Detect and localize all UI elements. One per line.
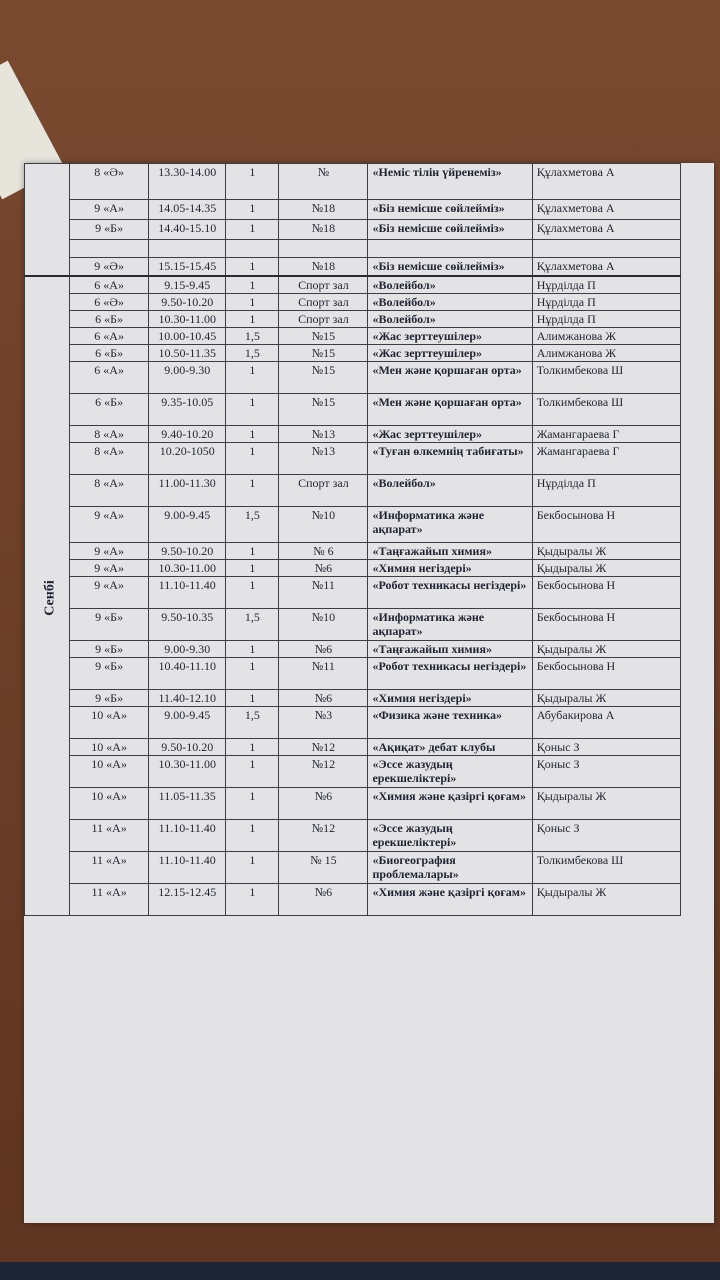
hours-cell: 1,5: [226, 706, 279, 738]
subject-cell: «Физика және техника»: [368, 706, 532, 738]
time-cell: 9.00-9.45: [149, 506, 226, 542]
subject-cell: «Таңғажайып химия»: [368, 640, 532, 657]
table-row: [25, 559, 681, 576]
table-row: [25, 393, 681, 425]
teacher-cell: [532, 240, 680, 258]
teacher-cell: Қыдыралы Ж: [532, 542, 680, 559]
hours-cell: 1: [226, 883, 279, 915]
teacher-cell: Нұрділда П: [532, 474, 680, 506]
teacher-cell: Қоныс З: [532, 738, 680, 755]
subject-cell: «Химия негіздері»: [368, 689, 532, 706]
hours-cell: 1: [226, 559, 279, 576]
class-cell: 11 «А»: [70, 851, 149, 883]
class-cell: 9 «А»: [70, 542, 149, 559]
subject-cell: «Мен және қоршаған орта»: [368, 361, 532, 393]
table-row: [25, 755, 681, 787]
teacher-cell: Абубакирова А: [532, 706, 680, 738]
room-cell: Спорт зал: [279, 276, 368, 294]
table-row: [25, 689, 681, 706]
table-row: [25, 442, 681, 474]
subject-cell: «Волейбол»: [368, 474, 532, 506]
table-row: [25, 361, 681, 393]
hours-cell: 1,5: [226, 608, 279, 640]
hours-cell: 1: [226, 851, 279, 883]
subject-cell: «Химия негіздері»: [368, 559, 532, 576]
teacher-cell: Жамангараева Г: [532, 442, 680, 474]
time-cell: 9.35-10.05: [149, 393, 226, 425]
teacher-cell: Құлахметова А: [532, 164, 680, 200]
hours-cell: 1,5: [226, 506, 279, 542]
teacher-cell: Қоныс З: [532, 819, 680, 851]
table-row: [25, 640, 681, 657]
teacher-cell: Бекбосынова Н: [532, 657, 680, 689]
time-cell: 10.30-11.00: [149, 559, 226, 576]
subject-cell: [368, 240, 532, 258]
hours-cell: [226, 240, 279, 258]
table-row: [25, 276, 681, 294]
room-cell: №6: [279, 640, 368, 657]
class-cell: 6 «А»: [70, 327, 149, 344]
teacher-cell: Құлахметова А: [532, 220, 680, 240]
time-cell: 9.50-10.35: [149, 608, 226, 640]
class-cell: 9 «А»: [70, 576, 149, 608]
subject-cell: «Жас зерттеушілер»: [368, 327, 532, 344]
table-row: [25, 706, 681, 738]
room-cell: [279, 240, 368, 258]
subject-cell: «Химия және қазіргі қоғам»: [368, 883, 532, 915]
hours-cell: 1: [226, 276, 279, 294]
subject-cell: «Мен және қоршаған орта»: [368, 393, 532, 425]
teacher-cell: Толкимбекова Ш: [532, 393, 680, 425]
table-row: [25, 542, 681, 559]
room-cell: Спорт зал: [279, 293, 368, 310]
teacher-cell: Нұрділда П: [532, 276, 680, 294]
room-cell: №10: [279, 608, 368, 640]
time-cell: 14.40-15.10: [149, 220, 226, 240]
hours-cell: 1: [226, 542, 279, 559]
teacher-cell: Алимжанова Ж: [532, 344, 680, 361]
hours-cell: 1: [226, 361, 279, 393]
table-row: [25, 310, 681, 327]
subject-cell: «Волейбол»: [368, 276, 532, 294]
hours-cell: 1: [226, 200, 279, 220]
table-row: [25, 474, 681, 506]
subject-cell: «Химия және қазіргі қоғам»: [368, 787, 532, 819]
subject-cell: «Біз немісше сөйлейміз»: [368, 258, 532, 276]
teacher-cell: Жамангараева Г: [532, 425, 680, 442]
hours-cell: 1: [226, 258, 279, 276]
room-cell: №11: [279, 657, 368, 689]
subject-cell: «Информатика және ақпарат»: [368, 608, 532, 640]
hours-cell: 1: [226, 787, 279, 819]
class-cell: 10 «А»: [70, 755, 149, 787]
time-cell: 9.00-9.30: [149, 640, 226, 657]
day-cell-prev: [25, 164, 70, 276]
hours-cell: 1: [226, 738, 279, 755]
subject-cell: «Эссе жазудың ерекшеліктері»: [368, 755, 532, 787]
room-cell: №13: [279, 442, 368, 474]
hours-cell: 1: [226, 576, 279, 608]
room-cell: №6: [279, 883, 368, 915]
teacher-cell: Қыдыралы Ж: [532, 640, 680, 657]
hours-cell: 1: [226, 640, 279, 657]
table-row: [25, 164, 681, 200]
table-row: [25, 240, 681, 258]
room-cell: №10: [279, 506, 368, 542]
subject-cell: «Туған өлкемнің табиғаты»: [368, 442, 532, 474]
time-cell: 11.05-11.35: [149, 787, 226, 819]
teacher-cell: Нұрділда П: [532, 293, 680, 310]
class-cell: 8 «А»: [70, 442, 149, 474]
teacher-cell: Қыдыралы Ж: [532, 689, 680, 706]
hours-cell: 1,5: [226, 327, 279, 344]
class-cell: 6 «А»: [70, 361, 149, 393]
teacher-cell: Құлахметова А: [532, 258, 680, 276]
class-cell: 6 «Б»: [70, 344, 149, 361]
class-cell: 8 «А»: [70, 474, 149, 506]
schedule-table: [24, 163, 681, 916]
time-cell: 15.15-15.45: [149, 258, 226, 276]
time-cell: 11.10-11.40: [149, 576, 226, 608]
document-page: [24, 163, 714, 1223]
room-cell: №18: [279, 220, 368, 240]
time-cell: 9.50-10.20: [149, 738, 226, 755]
time-cell: 10.20-1050: [149, 442, 226, 474]
class-cell: 10 «А»: [70, 787, 149, 819]
hours-cell: 1: [226, 425, 279, 442]
time-cell: 10.00-10.45: [149, 327, 226, 344]
time-cell: 10.40-11.10: [149, 657, 226, 689]
teacher-cell: Бекбосынова Н: [532, 608, 680, 640]
room-cell: №12: [279, 819, 368, 851]
subject-cell: «Информатика және ақпарат»: [368, 506, 532, 542]
time-cell: 9.50-10.20: [149, 542, 226, 559]
teacher-cell: Толкимбекова Ш: [532, 361, 680, 393]
time-cell: 11.40-12.10: [149, 689, 226, 706]
time-cell: 10.30-11.00: [149, 310, 226, 327]
class-cell: [70, 240, 149, 258]
room-cell: №15: [279, 327, 368, 344]
room-cell: Спорт зал: [279, 474, 368, 506]
hours-cell: 1: [226, 220, 279, 240]
subject-cell: «Волейбол»: [368, 293, 532, 310]
class-cell: 9 «А»: [70, 200, 149, 220]
table-row: [25, 657, 681, 689]
teacher-cell: Бекбосынова Н: [532, 576, 680, 608]
table-row: [25, 883, 681, 915]
time-cell: 9.00-9.30: [149, 361, 226, 393]
time-cell: 12.15-12.45: [149, 883, 226, 915]
hours-cell: 1: [226, 819, 279, 851]
class-cell: 10 «А»: [70, 738, 149, 755]
subject-cell: «Біз немісше сөйлейміз»: [368, 220, 532, 240]
table-row: [25, 425, 681, 442]
table-row: [25, 787, 681, 819]
room-cell: №6: [279, 787, 368, 819]
room-cell: №11: [279, 576, 368, 608]
class-cell: 9 «А»: [70, 506, 149, 542]
subject-cell: «Робот техникасы негіздері»: [368, 576, 532, 608]
room-cell: №15: [279, 361, 368, 393]
class-cell: 9 «Б»: [70, 640, 149, 657]
subject-cell: «Біз немісше сөйлейміз»: [368, 200, 532, 220]
room-cell: №15: [279, 393, 368, 425]
hours-cell: 1: [226, 310, 279, 327]
table-row: [25, 851, 681, 883]
hours-cell: 1: [226, 689, 279, 706]
bottom-edge: [0, 1262, 720, 1280]
time-cell: 9.40-10.20: [149, 425, 226, 442]
day-label: Сенбі: [42, 579, 58, 616]
time-cell: [149, 240, 226, 258]
class-cell: 9 «Ә»: [70, 258, 149, 276]
subject-cell: «Жас зерттеушілер»: [368, 425, 532, 442]
teacher-cell: Құлахметова А: [532, 200, 680, 220]
hours-cell: 1: [226, 474, 279, 506]
table-row: [25, 293, 681, 310]
room-cell: №18: [279, 258, 368, 276]
room-cell: №13: [279, 425, 368, 442]
time-cell: 14.05-14.35: [149, 200, 226, 220]
time-cell: 11.00-11.30: [149, 474, 226, 506]
room-cell: №6: [279, 559, 368, 576]
subject-cell: «Ақиқат» дебат клубы: [368, 738, 532, 755]
class-cell: 6 «А»: [70, 276, 149, 294]
hours-cell: 1: [226, 293, 279, 310]
table-row: [25, 738, 681, 755]
teacher-cell: Қоныс З: [532, 755, 680, 787]
room-cell: №3: [279, 706, 368, 738]
class-cell: 11 «А»: [70, 819, 149, 851]
table-row: [25, 506, 681, 542]
hours-cell: 1: [226, 657, 279, 689]
class-cell: 9 «Б»: [70, 657, 149, 689]
subject-cell: «Биогеография проблемалары»: [368, 851, 532, 883]
time-cell: 13.30-14.00: [149, 164, 226, 200]
hours-cell: 1: [226, 755, 279, 787]
time-cell: 9.15-9.45: [149, 276, 226, 294]
teacher-cell: Қыдыралы Ж: [532, 883, 680, 915]
teacher-cell: Қыдыралы Ж: [532, 559, 680, 576]
table-row: [25, 576, 681, 608]
room-cell: №18: [279, 200, 368, 220]
table-row: [25, 200, 681, 220]
hours-cell: 1: [226, 442, 279, 474]
room-cell: № 15: [279, 851, 368, 883]
room-cell: №15: [279, 344, 368, 361]
time-cell: 10.50-11.35: [149, 344, 226, 361]
class-cell: 6 «Б»: [70, 393, 149, 425]
table-row: [25, 327, 681, 344]
day-cell: [25, 276, 70, 916]
class-cell: 11 «А»: [70, 883, 149, 915]
class-cell: 10 «А»: [70, 706, 149, 738]
hours-cell: 1: [226, 393, 279, 425]
teacher-cell: Алимжанова Ж: [532, 327, 680, 344]
time-cell: 11.10-11.40: [149, 819, 226, 851]
hours-cell: 1,5: [226, 344, 279, 361]
subject-cell: «Робот техникасы негіздері»: [368, 657, 532, 689]
class-cell: 6 «Б»: [70, 310, 149, 327]
teacher-cell: Қыдыралы Ж: [532, 787, 680, 819]
room-cell: №: [279, 164, 368, 200]
room-cell: №12: [279, 755, 368, 787]
table-row: [25, 220, 681, 240]
teacher-cell: Бекбосынова Н: [532, 506, 680, 542]
time-cell: 9.50-10.20: [149, 293, 226, 310]
room-cell: Спорт зал: [279, 310, 368, 327]
table-row: [25, 819, 681, 851]
teacher-cell: Толкимбекова Ш: [532, 851, 680, 883]
hours-cell: 1: [226, 164, 279, 200]
time-cell: 11.10-11.40: [149, 851, 226, 883]
class-cell: 9 «А»: [70, 559, 149, 576]
class-cell: 6 «Ә»: [70, 293, 149, 310]
subject-cell: «Эссе жазудың ерекшеліктері»: [368, 819, 532, 851]
schedule-body: [25, 164, 681, 916]
class-cell: 9 «Б»: [70, 220, 149, 240]
subject-cell: «Неміс тілін үйренеміз»: [368, 164, 532, 200]
class-cell: 9 «Б»: [70, 689, 149, 706]
subject-cell: «Жас зерттеушілер»: [368, 344, 532, 361]
class-cell: 8 «Ә»: [70, 164, 149, 200]
time-cell: 10.30-11.00: [149, 755, 226, 787]
room-cell: №6: [279, 689, 368, 706]
table-row: [25, 344, 681, 361]
time-cell: 9.00-9.45: [149, 706, 226, 738]
subject-cell: «Таңғажайып химия»: [368, 542, 532, 559]
room-cell: №12: [279, 738, 368, 755]
class-cell: 9 «Б»: [70, 608, 149, 640]
class-cell: 8 «А»: [70, 425, 149, 442]
table-row: [25, 258, 681, 276]
teacher-cell: Нұрділда П: [532, 310, 680, 327]
room-cell: № 6: [279, 542, 368, 559]
table-row: [25, 608, 681, 640]
subject-cell: «Волейбол»: [368, 310, 532, 327]
